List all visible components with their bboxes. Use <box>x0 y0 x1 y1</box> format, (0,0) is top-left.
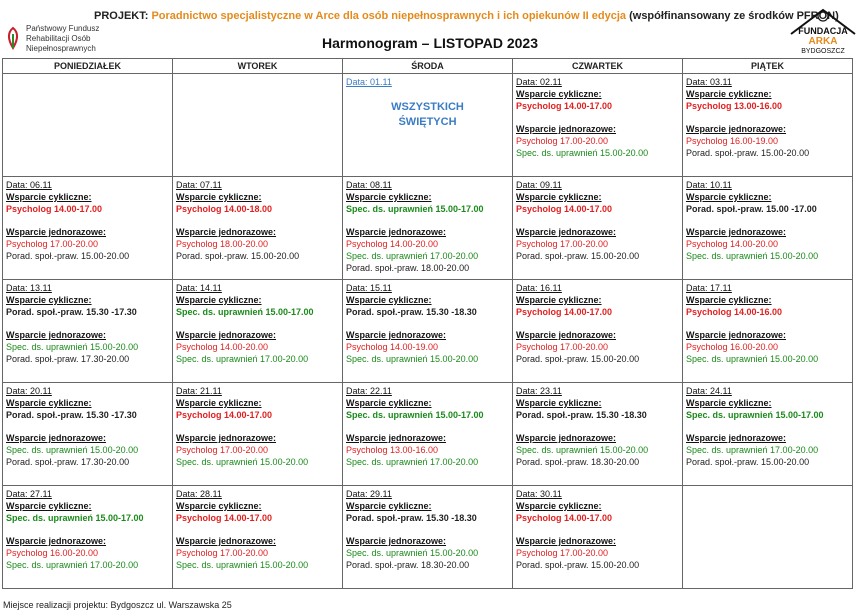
spacer <box>176 318 339 329</box>
cyclic-entry: Psycholog 14.00-17.00 <box>516 204 613 214</box>
cell-date: Data: 23.11 <box>516 386 562 396</box>
one-time-entry: Porad. społ.-praw. 15.00-20.00 <box>516 251 640 261</box>
day-header: ŚRODA <box>343 59 513 74</box>
spacer <box>6 524 169 535</box>
one-time-label: Wsparcie jednorazowe: <box>176 536 277 546</box>
one-time-entry: Porad. społ.-praw. 15.00-20.00 <box>516 560 640 570</box>
cyclic-label: Wsparcie cykliczne: <box>686 192 772 202</box>
day-cell <box>343 486 513 589</box>
empty-cell <box>173 74 343 177</box>
one-time-label: Wsparcie jednorazowe: <box>6 227 107 237</box>
cyclic-label: Wsparcie cykliczne: <box>6 192 92 202</box>
cell-date: Data: 09.11 <box>516 180 562 190</box>
one-time-entry: Psycholog 17.00-20.00 <box>516 136 609 146</box>
cyclic-label: Wsparcie cykliczne: <box>686 89 772 99</box>
day-cell <box>513 280 683 383</box>
cyclic-entry: Porad. społ.-praw. 15.30 -18.30 <box>516 410 647 420</box>
one-time-label: Wsparcie jednorazowe: <box>516 536 617 546</box>
weeks-body <box>3 74 853 589</box>
spacer <box>176 215 339 226</box>
one-time-entry: Spec. ds. uprawnień 15.00-20.00 <box>176 457 309 467</box>
spacer <box>516 215 679 226</box>
one-time-entry: Porad. społ.-praw. 18.30-20.00 <box>516 457 640 467</box>
project-name: Poradnictwo specjalistyczne w Arce dla osób niepełnosprawnych i ich opiekunów II edycja <box>151 10 627 22</box>
cyclic-entry: Porad. społ.-praw. 15.30 -18.30 <box>346 307 477 317</box>
cyclic-label: Wsparcie cykliczne: <box>6 295 92 305</box>
day-cell <box>683 74 853 177</box>
holiday-line: ŚWIĘTYCH <box>398 116 457 128</box>
one-time-entry: Psycholog 17.00-20.00 <box>516 342 609 352</box>
schedule-table <box>2 58 853 589</box>
one-time-entry: Spec. ds. uprawnień 15.00-20.00 <box>516 445 649 455</box>
spacer <box>516 421 679 432</box>
one-time-entry: Spec. ds. uprawnień 17.00-20.00 <box>6 560 139 570</box>
cyclic-entry: Spec. ds. uprawnień 15.00-17.00 <box>6 513 144 523</box>
cyclic-label: Wsparcie cykliczne: <box>516 89 602 99</box>
cyclic-entry: Porad. społ.-praw. 15.30 -17.30 <box>6 307 137 317</box>
one-time-label: Wsparcie jednorazowe: <box>516 227 617 237</box>
cyclic-label: Wsparcie cykliczne: <box>176 398 262 408</box>
day-cell <box>3 486 173 589</box>
cell-date: Data: 13.11 <box>6 283 52 293</box>
week-row <box>3 486 853 589</box>
week-row <box>3 383 853 486</box>
arka-logo-line-3: BYDGOSZCZ <box>801 48 845 55</box>
one-time-entry: Psycholog 17.00-20.00 <box>6 239 99 249</box>
spacer <box>516 318 679 329</box>
day-cell <box>343 383 513 486</box>
spacer <box>346 421 509 432</box>
one-time-label: Wsparcie jednorazowe: <box>516 330 617 340</box>
one-time-label: Wsparcie jednorazowe: <box>686 330 787 340</box>
footer-location: Miejsce realizacji projektu: Bydgoszcz ul. Warszawska 25 <box>3 600 232 610</box>
spacer <box>6 215 169 226</box>
spacer <box>346 215 509 226</box>
one-time-entry: Spec. ds. uprawnień 15.00-20.00 <box>176 560 309 570</box>
spacer <box>176 524 339 535</box>
cell-date: Data: 30.11 <box>516 489 562 499</box>
cyclic-label: Wsparcie cykliczne: <box>516 295 602 305</box>
one-time-entry: Spec. ds. uprawnień 15.00-20.00 <box>6 342 139 352</box>
day-cell <box>513 177 683 280</box>
cyclic-label: Wsparcie cykliczne: <box>346 398 432 408</box>
day-cell <box>683 383 853 486</box>
one-time-entry: Porad. społ.-praw. 15.00-20.00 <box>176 251 300 261</box>
day-header-row <box>3 59 853 74</box>
week-row <box>3 74 853 177</box>
cyclic-entry: Spec. ds. uprawnień 15.00-17.00 <box>686 410 824 420</box>
cell-date: Data: 17.11 <box>686 283 732 293</box>
one-time-label: Wsparcie jednorazowe: <box>6 433 107 443</box>
one-time-label: Wsparcie jednorazowe: <box>176 433 277 443</box>
one-time-entry: Spec. ds. uprawnień 17.00-20.00 <box>686 445 819 455</box>
cell-date: Data: 22.11 <box>346 386 392 396</box>
week-row <box>3 177 853 280</box>
cyclic-label: Wsparcie cykliczne: <box>346 295 432 305</box>
one-time-label: Wsparcie jednorazowe: <box>516 433 617 443</box>
one-time-entry: Porad. społ.-praw. 18.00-20.00 <box>346 263 470 273</box>
one-time-entry: Psycholog 16.00-20.00 <box>6 548 99 558</box>
empty-cell <box>3 74 173 177</box>
title-left: Harmonogram <box>321 35 418 51</box>
one-time-entry: Psycholog 14.00-20.00 <box>346 239 439 249</box>
one-time-entry: Spec. ds. uprawnień 15.00-20.00 <box>6 445 139 455</box>
one-time-entry: Psycholog 17.00-20.00 <box>176 548 269 558</box>
project-note: (współfinansowany ze środków PFRON) <box>629 10 839 22</box>
page-title <box>0 35 860 51</box>
fundacja-arka-logo <box>788 4 858 54</box>
spacer <box>686 215 849 226</box>
day-cell <box>513 74 683 177</box>
day-cell <box>173 383 343 486</box>
cyclic-entry: Spec. ds. uprawnień 15.00-17.00 <box>176 307 314 317</box>
cell-date: Data: 01.11 <box>346 77 392 87</box>
spacer <box>516 112 679 123</box>
spacer <box>346 318 509 329</box>
cyclic-label: Wsparcie cykliczne: <box>346 501 432 511</box>
week-row <box>3 280 853 383</box>
one-time-entry: Psycholog 14.00-19.00 <box>346 342 439 352</box>
cyclic-label: Wsparcie cykliczne: <box>176 295 262 305</box>
one-time-entry: Spec. ds. uprawnień 17.00-20.00 <box>176 354 309 364</box>
day-header: PONIEDZIAŁEK <box>3 59 173 74</box>
one-time-entry: Porad. społ.-praw. 15.00-20.00 <box>516 354 640 364</box>
spacer <box>176 421 339 432</box>
cell-date: Data: 07.11 <box>176 180 222 190</box>
cell-date: Data: 27.11 <box>6 489 52 499</box>
cell-date: Data: 24.11 <box>686 386 732 396</box>
empty-cell <box>683 486 853 589</box>
day-cell <box>3 280 173 383</box>
one-time-entry: Psycholog 13.00-16.00 <box>346 445 439 455</box>
one-time-entry: Porad. społ.-praw. 15.00-20.00 <box>686 148 810 158</box>
title-separator: – <box>421 35 430 51</box>
one-time-entry: Spec. ds. uprawnień 15.00-20.00 <box>346 354 479 364</box>
cyclic-label: Wsparcie cykliczne: <box>686 295 772 305</box>
page-header <box>0 0 860 58</box>
one-time-label: Wsparcie jednorazowe: <box>346 433 447 443</box>
cyclic-entry: Psycholog 14.00-17.00 <box>6 204 103 214</box>
cell-date: Data: 16.11 <box>516 283 562 293</box>
day-cell <box>343 177 513 280</box>
cyclic-entry: Spec. ds. uprawnień 15.00-17.00 <box>346 204 484 214</box>
day-cell <box>3 383 173 486</box>
day-cell <box>683 280 853 383</box>
holiday-cell <box>343 74 513 177</box>
cell-date: Data: 29.11 <box>346 489 392 499</box>
spacer <box>516 524 679 535</box>
cyclic-label: Wsparcie cykliczne: <box>346 192 432 202</box>
spacer <box>686 421 849 432</box>
one-time-label: Wsparcie jednorazowe: <box>176 227 277 237</box>
cyclic-entry: Porad. społ.-praw. 15.00 -17.00 <box>686 204 817 214</box>
project-line <box>94 10 839 22</box>
cyclic-entry: Porad. społ.-praw. 15.30 -18.30 <box>346 513 477 523</box>
pfron-name: Państwowy Fundusz Rehabilitacji Osób Niepełnosprawnych <box>26 24 100 53</box>
one-time-entry: Psycholog 16.00-20.00 <box>686 342 779 352</box>
one-time-label: Wsparcie jednorazowe: <box>6 536 107 546</box>
day-header: WTOREK <box>173 59 343 74</box>
cell-date: Data: 06.11 <box>6 180 52 190</box>
cyclic-label: Wsparcie cykliczne: <box>176 192 262 202</box>
one-time-entry: Spec. ds. uprawnień 17.00-20.00 <box>346 251 479 261</box>
cell-date: Data: 10.11 <box>686 180 732 190</box>
one-time-entry: Spec. ds. uprawnień 15.00-20.00 <box>516 148 649 158</box>
spacer <box>6 318 169 329</box>
cyclic-entry: Psycholog 14.00-17.00 <box>176 513 273 523</box>
holiday-label <box>346 100 509 130</box>
day-cell <box>173 486 343 589</box>
project-label: PROJEKT: <box>94 10 149 22</box>
one-time-entry: Spec. ds. uprawnień 15.00-20.00 <box>686 354 819 364</box>
cyclic-entry: Psycholog 14.00-17.00 <box>176 410 273 420</box>
cell-date: Data: 20.11 <box>6 386 52 396</box>
one-time-entry: Porad. społ.-praw. 15.00-20.00 <box>686 457 810 467</box>
cyclic-label: Wsparcie cykliczne: <box>6 398 92 408</box>
one-time-label: Wsparcie jednorazowe: <box>686 227 787 237</box>
cell-date: Data: 28.11 <box>176 489 222 499</box>
one-time-entry: Spec. ds. uprawnień 15.00-20.00 <box>346 548 479 558</box>
one-time-entry: Psycholog 17.00-20.00 <box>176 445 269 455</box>
cyclic-entry: Psycholog 14.00-17.00 <box>516 513 613 523</box>
day-cell <box>173 177 343 280</box>
day-cell <box>3 177 173 280</box>
cyclic-entry: Psycholog 14.00-17.00 <box>516 101 613 111</box>
spacer <box>6 421 169 432</box>
one-time-label: Wsparcie jednorazowe: <box>686 124 787 134</box>
cyclic-label: Wsparcie cykliczne: <box>516 501 602 511</box>
title-month: LISTOPAD 2023 <box>433 35 538 51</box>
one-time-label: Wsparcie jednorazowe: <box>346 330 447 340</box>
one-time-entry: Psycholog 17.00-20.00 <box>516 548 609 558</box>
one-time-entry: Psycholog 14.00-20.00 <box>176 342 269 352</box>
cyclic-label: Wsparcie cykliczne: <box>686 398 772 408</box>
one-time-entry: Psycholog 14.00-20.00 <box>686 239 779 249</box>
day-header: CZWARTEK <box>513 59 683 74</box>
one-time-entry: Porad. społ.-praw. 17.30-20.00 <box>6 457 130 467</box>
cyclic-label: Wsparcie cykliczne: <box>176 501 262 511</box>
one-time-label: Wsparcie jednorazowe: <box>346 536 447 546</box>
arka-logo-icon <box>788 4 858 56</box>
cell-date: Data: 08.11 <box>346 180 392 190</box>
cell-date: Data: 03.11 <box>686 77 732 87</box>
day-cell <box>173 280 343 383</box>
cyclic-entry: Porad. społ.-praw. 15.30 -17.30 <box>6 410 137 420</box>
one-time-label: Wsparcie jednorazowe: <box>346 227 447 237</box>
day-cell <box>513 383 683 486</box>
cell-date: Data: 02.11 <box>516 77 562 87</box>
one-time-label: Wsparcie jednorazowe: <box>686 433 787 443</box>
cyclic-entry: Psycholog 14.00-18.00 <box>176 204 273 214</box>
spacer <box>346 524 509 535</box>
arka-logo-line-1: FUNDACJA <box>798 26 848 36</box>
cyclic-entry: Psycholog 14.00-16.00 <box>686 307 783 317</box>
day-header: PIĄTEK <box>683 59 853 74</box>
cell-date: Data: 14.11 <box>176 283 222 293</box>
day-cell <box>683 177 853 280</box>
day-cell <box>513 486 683 589</box>
one-time-entry: Spec. ds. uprawnień 15.00-20.00 <box>686 251 819 261</box>
cyclic-entry: Psycholog 13.00-16.00 <box>686 101 783 111</box>
one-time-entry: Spec. ds. uprawnień 17.00-20.00 <box>346 457 479 467</box>
cyclic-label: Wsparcie cykliczne: <box>6 501 92 511</box>
cyclic-label: Wsparcie cykliczne: <box>516 192 602 202</box>
one-time-entry: Porad. społ.-praw. 17.30-20.00 <box>6 354 130 364</box>
one-time-entry: Porad. społ.-praw. 18.30-20.00 <box>346 560 470 570</box>
one-time-entry: Psycholog 17.00-20.00 <box>516 239 609 249</box>
cell-date: Data: 15.11 <box>346 283 392 293</box>
one-time-entry: Psycholog 16.00-19.00 <box>686 136 779 146</box>
cyclic-entry: Psycholog 14.00-17.00 <box>516 307 613 317</box>
cyclic-entry: Spec. ds. uprawnień 15.00-17.00 <box>346 410 484 420</box>
one-time-entry: Porad. społ.-praw. 15.00-20.00 <box>6 251 130 261</box>
one-time-label: Wsparcie jednorazowe: <box>6 330 107 340</box>
cell-date: Data: 21.11 <box>176 386 222 396</box>
spacer <box>686 318 849 329</box>
one-time-label: Wsparcie jednorazowe: <box>176 330 277 340</box>
day-cell <box>343 280 513 383</box>
one-time-label: Wsparcie jednorazowe: <box>516 124 617 134</box>
cyclic-label: Wsparcie cykliczne: <box>516 398 602 408</box>
holiday-line: WSZYSTKICH <box>391 101 464 113</box>
one-time-entry: Psycholog 18.00-20.00 <box>176 239 269 249</box>
arka-logo-line-2: ARKA <box>808 36 838 47</box>
spacer <box>686 112 849 123</box>
